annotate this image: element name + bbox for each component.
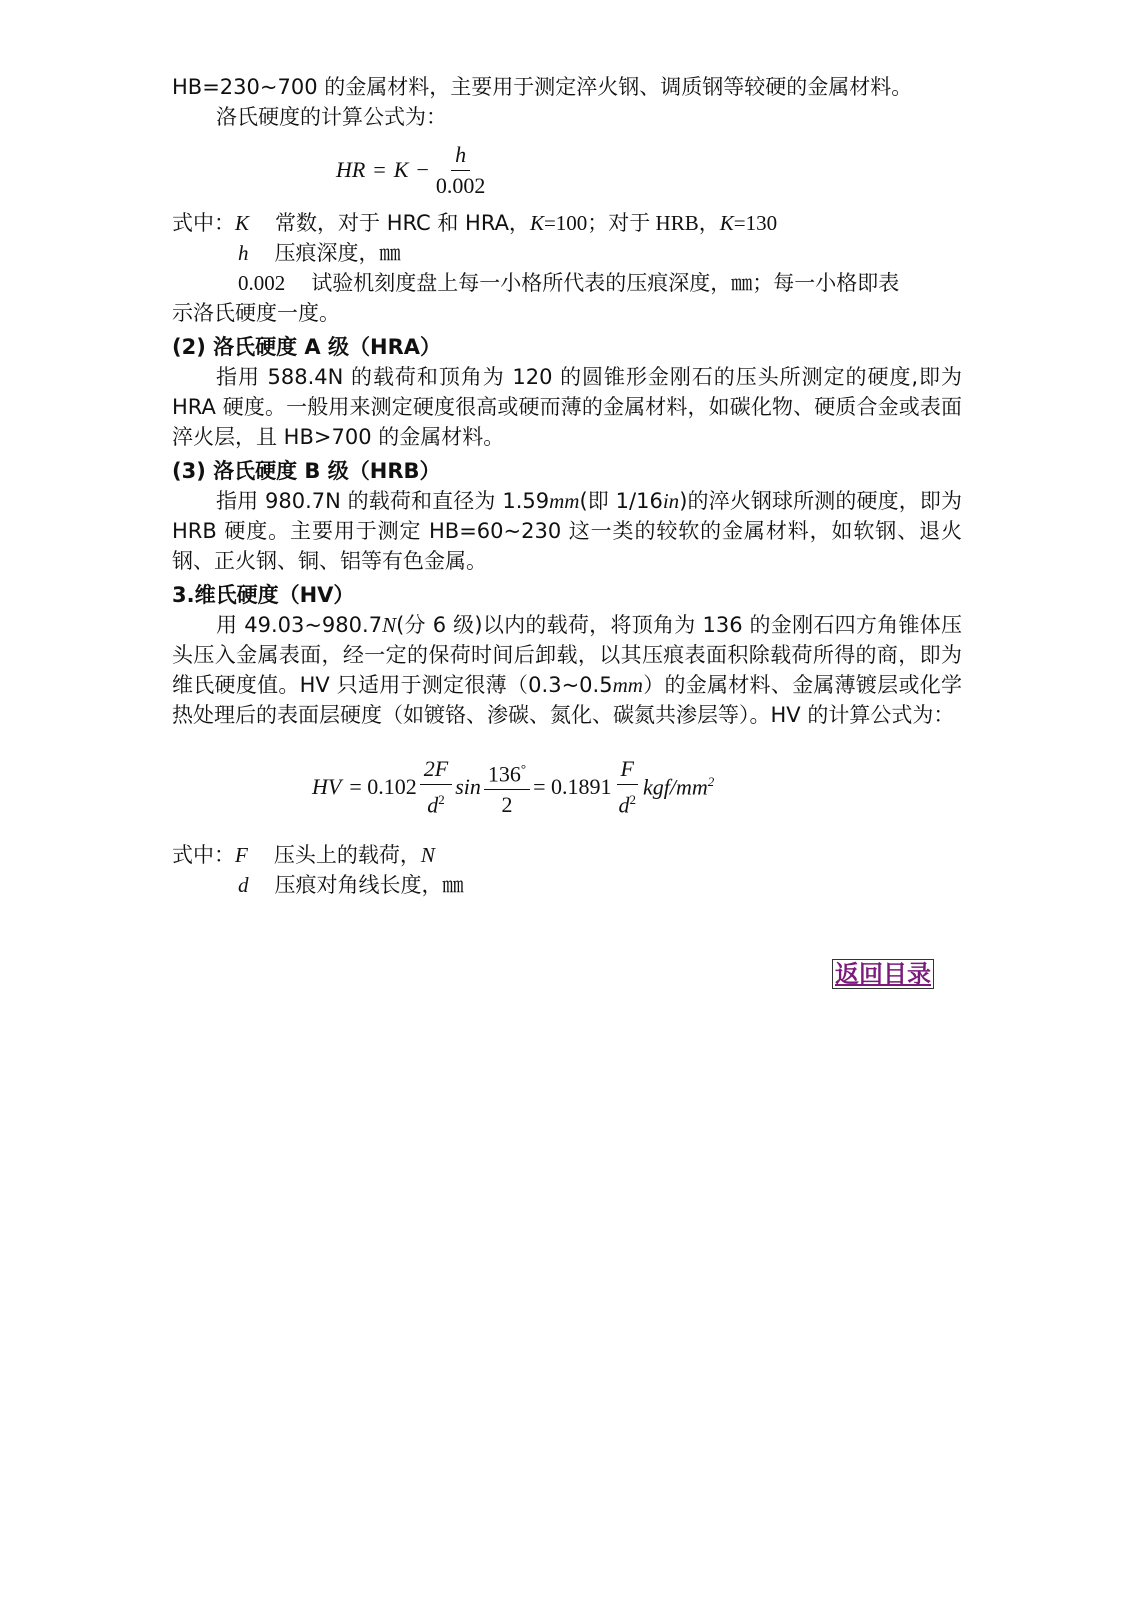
k-symbol: K [235,211,250,235]
rockwell-where-constant [172,268,962,298]
rockwell-where-k [172,208,962,238]
k-eq2-symbol: K [719,211,734,235]
vickers-fraction-1 [420,756,452,818]
vickers-where-d [172,870,962,900]
vickers-fraction-1-num: 2F [420,756,452,785]
constant-symbol: 0.002 [238,271,286,295]
hv-body-a: 用 49.03~980.7 [216,613,383,637]
fraction-numerator: h [451,142,470,171]
where-label: 式中： [172,211,235,235]
section-hrb-heading: (3) 洛氏硬度 B 级（HRB） [172,459,441,483]
hv-body-mm: mm [612,673,643,697]
constant-description: 试验机刻度盘上每一小格所代表的压痕深度，㎜；每一小格即表 [311,271,900,295]
formula-k: K [393,157,409,182]
vickers-eq1: = 0.102 [349,774,417,799]
hv-body-b: (分 6 级)以内的载荷，将顶角为 136 的金刚石四方角锥体压头压入金属表面，经一定的保荷时间后卸载，以其压痕表面积除载荷所得的商，即为维氏硬度值。HV 只适用于测定很薄（0.3~0.5 [172,613,962,697]
d-symbol: d [238,873,249,897]
k-eq1-value: =100；对于 HRB， [543,211,720,235]
k-eq2-value: =130 [733,211,778,235]
d-description: 压痕对角线长度，㎜ [274,873,464,897]
rockwell-where-constant-cont: 示洛氏硬度一度。 [172,301,340,325]
f-unit: N [420,843,435,867]
back-to-contents-link[interactable]: 返回目录 [832,959,934,989]
formula-lhs: HR [336,157,366,182]
f-description: 压头上的载荷， [273,843,421,867]
h-description: 压痕深度，㎜ [274,241,401,265]
hrb-body-a: 指用 980.7N 的载荷和直径为 1.59 [216,489,550,513]
formula-fraction [432,142,490,199]
formula-minus: − [416,157,429,182]
section-hrb-body [172,486,962,576]
vickers-formula [312,752,962,822]
k-description: 常数，对于 HRC 和 HRA， [275,211,530,235]
hv-body-c: ）的金属材料、金属薄镀层或化学热处理后的表面层硬度（如镀铬、渗碳、氮化、碳氮共渗层等）。HV 的计算公式为： [172,673,962,727]
vickers-lhs: HV [312,774,342,799]
section-hra-heading: (2) 洛氏硬度 A 级（HRA） [172,335,441,359]
section-hv-heading: 3.维氏硬度（HV） [172,583,355,607]
rockwell-formula [336,138,962,202]
vickers-fraction-3-den: $d^2$ [618,791,637,818]
hrb-body-in: in [662,489,680,513]
vickers-fraction-2-den: 2 [501,792,513,818]
document-page [172,72,962,900]
formula-eq: = [373,157,386,182]
hrb-body-mm: mm [549,489,580,513]
section-hv-body [172,610,962,730]
vickers-fraction-1-den: $d^2$ [427,791,445,818]
where-label: 式中： [172,843,235,867]
vickers-fraction-3-num: F [617,756,638,785]
intro-line: HB=230~700 的金属材料，主要用于测定淬火钢、调质钢等较硬的金属材料。 [172,75,913,99]
vickers-fraction-2 [484,756,530,818]
rockwell-formula-lead: 洛氏硬度的计算公式为： [216,105,447,129]
section-hra-body: 指用 588.4N 的载荷和顶角为 120 的圆锥形金刚石的压头所测定的硬度,即为 HRA 硬度。一般用来测定硬度很高或硬而薄的金属材料，如碳化物、硬质合金或表面淬火层，且 HB>700 的金属材料。 [172,365,962,449]
hv-body-n: N [382,613,397,637]
hrb-body-c: )的淬火钢球所测的硬度，即为 HRB 硬度。主要用于测定 HB=60~230 这一类的较软的金属材料，如软钢、退火钢、正火钢、铜、铝等有色金属。 [172,489,962,573]
vickers-sin: sin [455,774,481,799]
vickers-unit: kgf/$mm^2$ [643,773,715,800]
vickers-where-f [172,840,962,870]
f-symbol: F [235,843,248,867]
rockwell-where-h [172,238,962,268]
fraction-denominator: 0.002 [435,172,486,198]
h-symbol: h [238,241,249,265]
vickers-eq2: = 0.1891 [533,774,612,799]
k-eq1-symbol: K [529,211,544,235]
hrb-body-b: (即 1/16 [579,489,663,513]
vickers-fraction-3 [615,756,641,818]
vickers-fraction-2-num: 136° [484,756,530,790]
